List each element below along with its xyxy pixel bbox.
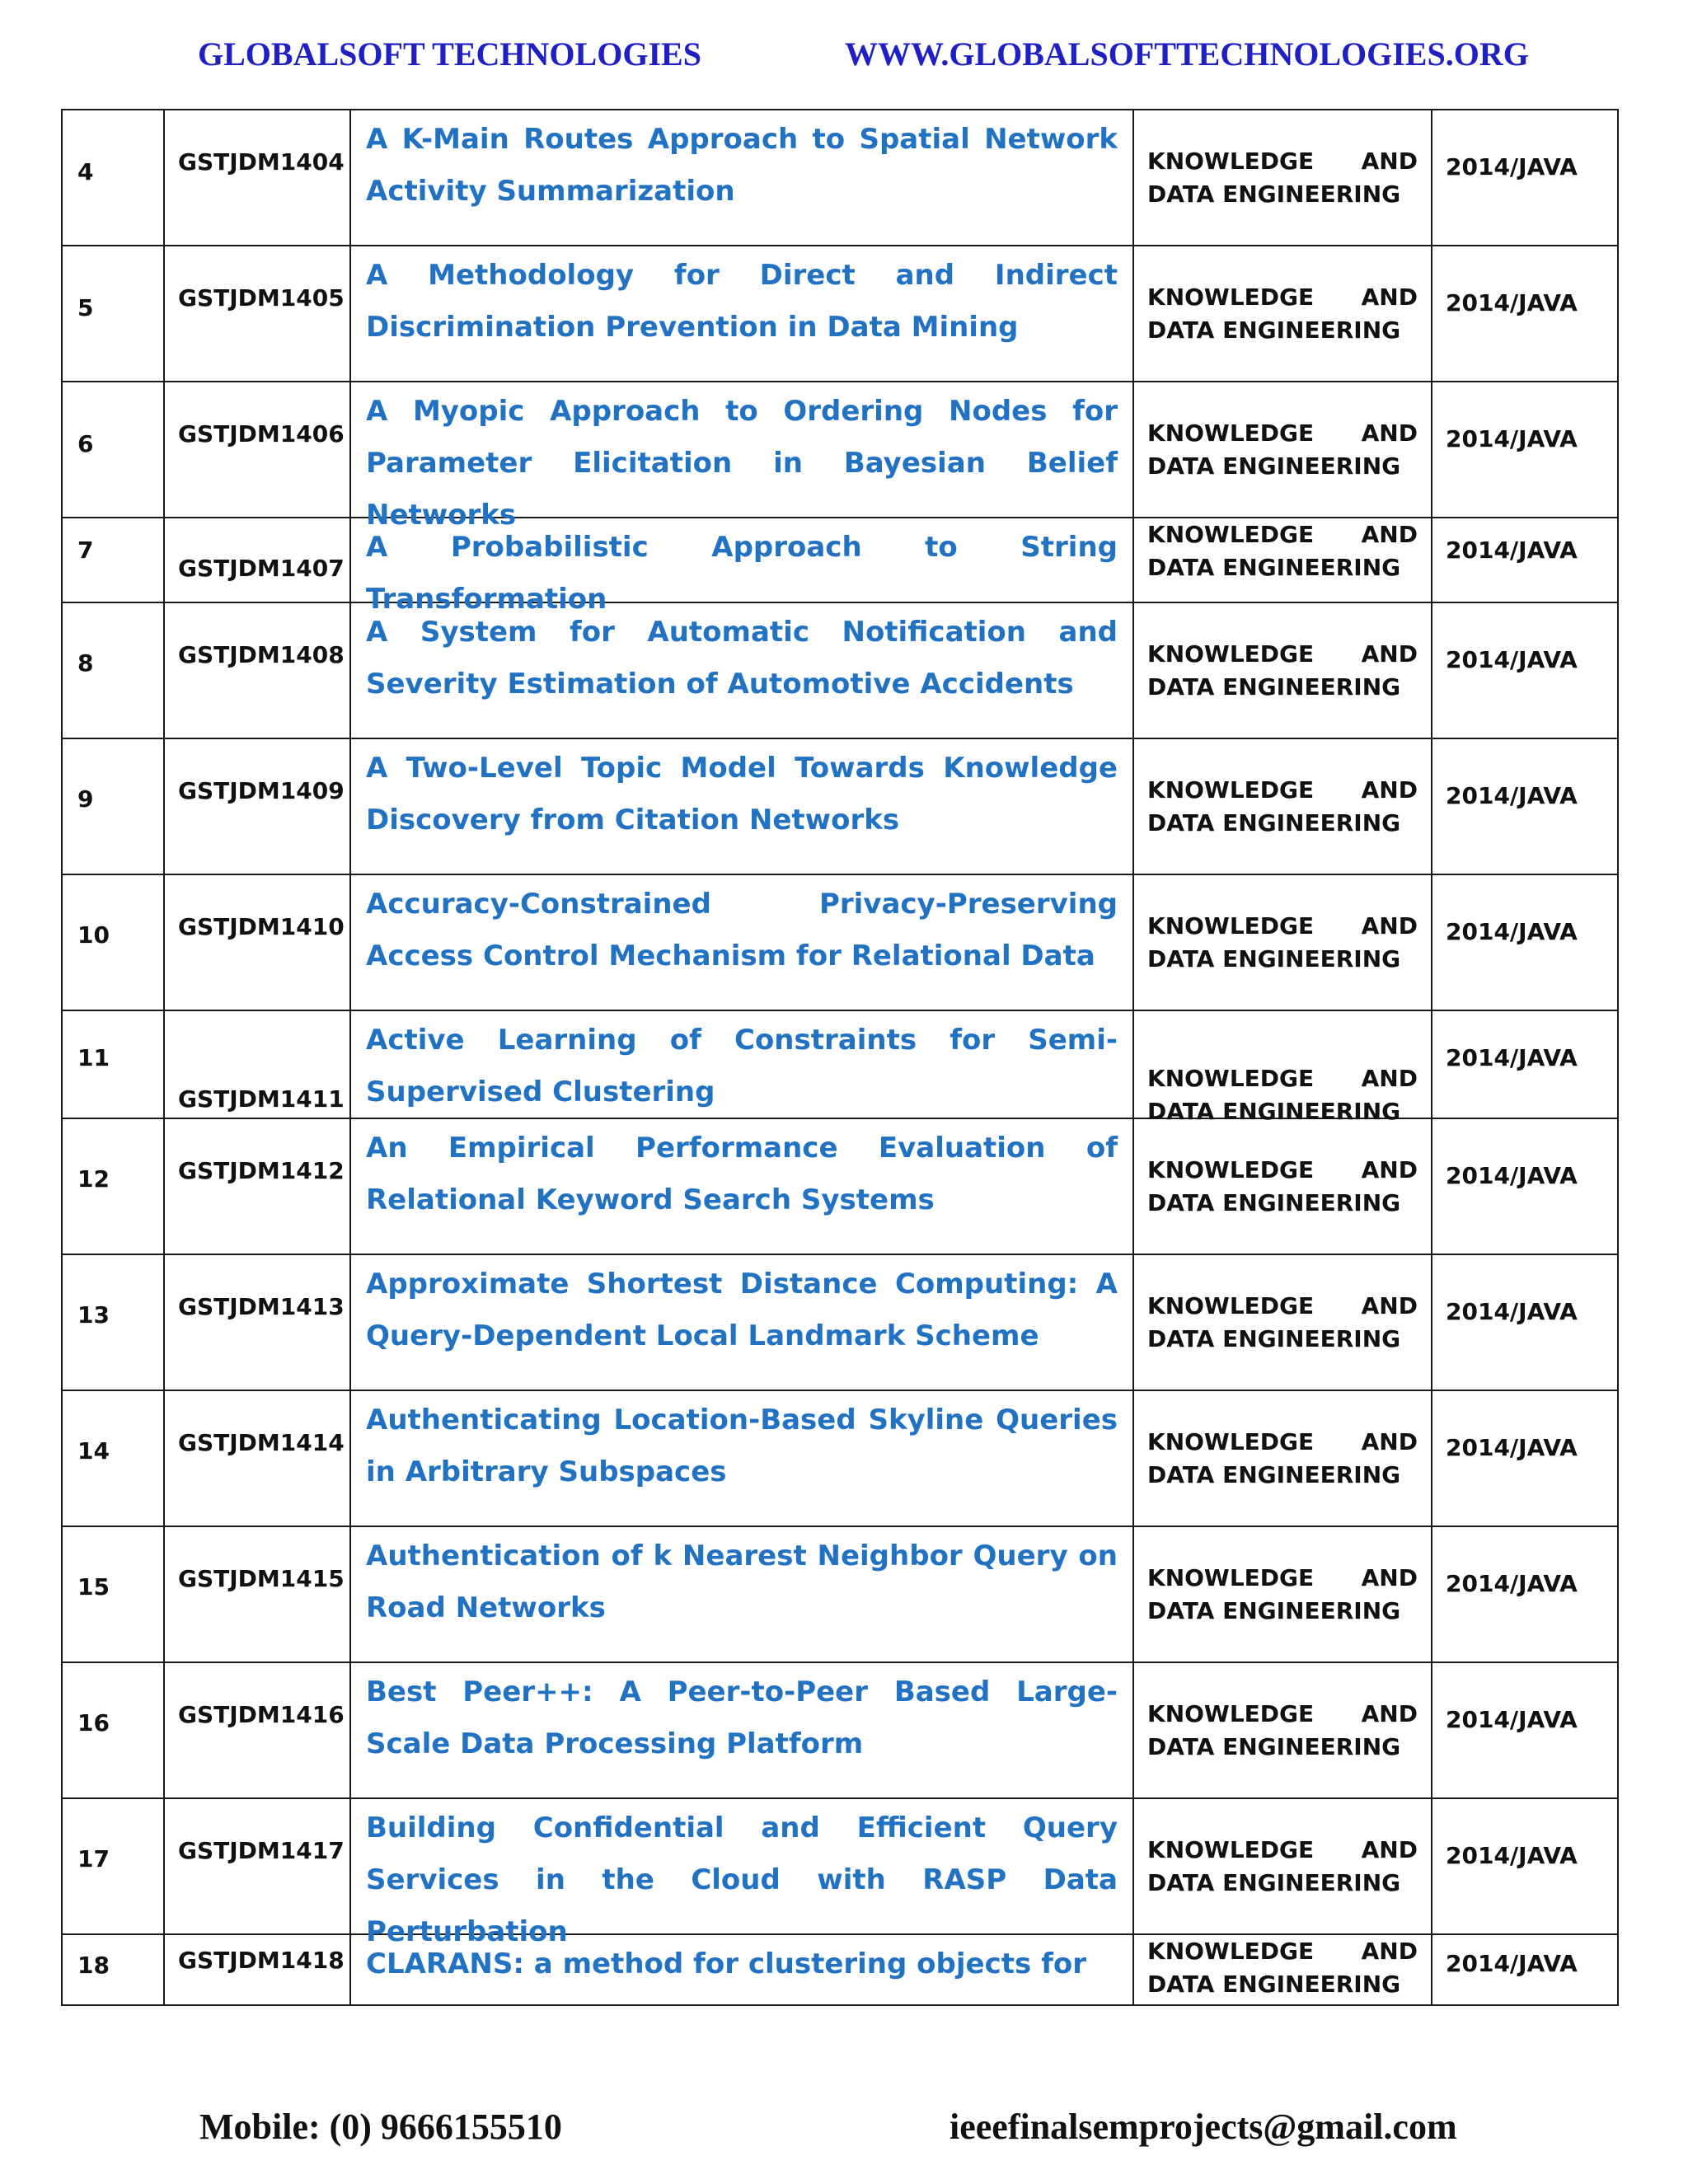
domain-line-2: DATA ENGINEERING [1147,809,1401,837]
domain-word-knowledge: KNOWLEDGE [1147,1156,1315,1183]
row-number: 9 [77,785,94,813]
domain-cell [1133,738,1432,874]
row-number: 10 [77,921,110,949]
row-number: 15 [77,1573,110,1601]
project-title[interactable]: Approximate Shortest Distance Computing: A Query-Dependent Local Landmark Scheme [366,1268,1118,1352]
project-code: GSTJDM1410 [178,913,345,940]
table-row [62,110,1618,246]
table-row [62,602,1618,738]
project-code: GSTJDM1406 [178,420,345,448]
domain-line-2: DATA ENGINEERING [1147,1869,1401,1896]
row-number-cell [62,382,164,518]
table-row [62,246,1618,382]
year-cell [1432,1118,1618,1254]
table-row [62,1526,1618,1662]
year-tech: 2014/JAVA [1446,1842,1578,1869]
domain-line-2: DATA ENGINEERING [1147,1325,1401,1352]
domain-word-and: AND [1361,521,1418,548]
domain-word-and: AND [1361,284,1418,311]
project-title-cell [350,518,1133,616]
project-title-cell [350,1010,1133,1118]
domain-cell [1133,602,1432,738]
domain-word-and: AND [1361,419,1418,447]
project-title-cell [350,602,1133,738]
domain-word-knowledge: KNOWLEDGE [1147,1065,1315,1092]
year-cell [1432,1934,1618,2005]
year-cell [1432,110,1618,246]
row-number-cell [62,1254,164,1390]
contact-email[interactable]: ieeefinalsemprojects@gmail.com [950,2107,1457,2147]
project-code: GSTJDM1404 [178,148,345,176]
domain-cell [1133,518,1432,602]
project-code: GSTJDM1409 [178,777,345,804]
project-code: GSTJDM1418 [178,1947,345,1974]
project-title-cell [350,110,1133,246]
domain-label [1147,1154,1418,1220]
year-tech: 2014/JAVA [1446,1434,1578,1461]
domain-word-knowledge: KNOWLEDGE [1147,521,1315,548]
projects-table-body [62,110,1618,2005]
year-tech: 2014/JAVA [1446,1298,1578,1325]
domain-word-and: AND [1361,1156,1418,1183]
domain-cell [1133,1934,1432,2005]
year-cell [1432,1798,1618,1934]
year-tech: 2014/JAVA [1446,1044,1578,1071]
domain-cell [1133,1390,1432,1526]
domain-word-and: AND [1361,640,1418,668]
company-name: GLOBALSOFT TECHNOLOGIES [198,35,701,73]
project-code-cell [164,602,350,738]
row-number-cell [62,874,164,1010]
domain-label [1147,417,1418,483]
row-number-cell [62,1010,164,1118]
domain-line-2: DATA ENGINEERING [1147,945,1401,972]
row-number: 17 [77,1845,110,1872]
row-number: 12 [77,1165,110,1193]
domain-cell [1133,1798,1432,1934]
year-tech: 2014/JAVA [1446,1570,1578,1597]
project-code-cell [164,1662,350,1798]
project-title-cell [350,1118,1133,1254]
project-title[interactable]: A Myopic Approach to Ordering Nodes for Parameter Elicitation in Bayesian Belief Networks [366,395,1118,532]
domain-cell [1133,1662,1432,1798]
domain-word-knowledge: KNOWLEDGE [1147,1938,1315,1965]
table-row [62,382,1618,518]
year-cell [1432,1526,1618,1662]
project-code-cell [164,1118,350,1254]
row-number-cell [62,1798,164,1934]
year-cell [1432,738,1618,874]
domain-word-knowledge: KNOWLEDGE [1147,284,1315,311]
row-number: 14 [77,1437,110,1465]
domain-cell [1133,110,1432,246]
project-title-cell [350,738,1133,874]
project-code: GSTJDM1417 [178,1837,345,1864]
domain-word-and: AND [1361,1836,1418,1863]
domain-line-2: DATA ENGINEERING [1147,452,1401,480]
domain-word-knowledge: KNOWLEDGE [1147,148,1315,175]
project-title-cell [350,1254,1133,1390]
project-code: GSTJDM1414 [178,1429,345,1456]
row-number-cell [62,518,164,602]
domain-word-and: AND [1361,1564,1418,1591]
year-cell [1432,1010,1618,1118]
project-code: GSTJDM1411 [178,1085,345,1113]
company-website[interactable]: WWW.GLOBALSOFTTECHNOLOGIES.ORG [845,35,1529,73]
domain-cell [1133,1254,1432,1390]
domain-word-knowledge: KNOWLEDGE [1147,1292,1315,1319]
domain-cell [1133,382,1432,518]
domain-cell [1133,1010,1432,1125]
domain-line-2: DATA ENGINEERING [1147,316,1401,344]
project-title[interactable]: Authentication of k Nearest Neighbor Query on Road Networks [366,1540,1118,1624]
domain-line-2: DATA ENGINEERING [1147,1461,1401,1488]
table-row [62,874,1618,1010]
project-code: GSTJDM1408 [178,641,345,668]
domain-line-2: DATA ENGINEERING [1147,673,1401,701]
row-number-cell [62,110,164,246]
mobile-number: Mobile: (0) 9666155510 [199,2107,562,2147]
year-cell [1432,1662,1618,1798]
domain-label [1147,1426,1418,1492]
row-number-cell [62,1934,164,2005]
project-title-cell [350,1798,1133,1948]
project-code: GSTJDM1407 [178,555,345,582]
domain-cell [1133,1118,1432,1254]
domain-cell [1133,874,1432,1010]
row-number: 11 [77,1044,110,1071]
domain-label [1147,1698,1418,1764]
domain-line-2: DATA ENGINEERING [1147,180,1401,208]
project-code: GSTJDM1405 [178,284,345,312]
project-code-cell [164,1798,350,1934]
domain-word-knowledge: KNOWLEDGE [1147,1428,1315,1455]
row-number-cell [62,602,164,738]
domain-word-knowledge: KNOWLEDGE [1147,640,1315,668]
project-title-cell [350,246,1133,382]
domain-label [1147,145,1418,211]
domain-line-2: DATA ENGINEERING [1147,554,1401,581]
project-code-cell [164,382,350,518]
domain-word-and: AND [1361,776,1418,804]
row-number-cell [62,738,164,874]
domain-word-knowledge: KNOWLEDGE [1147,776,1315,804]
domain-word-and: AND [1361,1938,1418,1965]
domain-cell [1133,1526,1432,1662]
year-cell [1432,382,1618,518]
domain-label [1147,1935,1418,2001]
project-title-cell [350,382,1133,532]
project-code-cell [164,518,350,602]
project-title[interactable]: A Two-Level Topic Model Towards Knowledge Discovery from Citation Networks [366,752,1118,837]
page-header [0,35,1688,84]
row-number: 18 [77,1952,110,1979]
row-number: 4 [77,158,94,185]
domain-cell [1133,246,1432,382]
project-code-cell [164,1526,350,1662]
row-number: 5 [77,294,94,321]
project-code-cell [164,1254,350,1390]
row-number: 8 [77,649,94,677]
project-code-cell [164,738,350,874]
project-title-cell [350,1934,1133,2005]
project-code-cell [164,1010,350,1118]
domain-label [1147,1290,1418,1356]
domain-label [1147,638,1418,704]
year-tech: 2014/JAVA [1446,1706,1578,1733]
row-number: 16 [77,1709,110,1736]
domain-word-knowledge: KNOWLEDGE [1147,1836,1315,1863]
domain-label [1147,1062,1418,1128]
domain-label [1147,518,1418,584]
domain-word-and: AND [1361,148,1418,175]
project-title[interactable]: Authenticating Location-Based Skyline Queries in Arbitrary Subspaces [366,1404,1118,1488]
year-tech: 2014/JAVA [1446,646,1578,673]
row-number-cell [62,1390,164,1526]
project-code-cell [164,110,350,246]
project-code: GSTJDM1416 [178,1701,345,1728]
row-number-cell [62,246,164,382]
project-title[interactable]: An Empirical Performance Evaluation of Relational Keyword Search Systems [366,1132,1118,1216]
year-tech: 2014/JAVA [1446,782,1578,809]
table-row [62,1934,1618,2005]
project-title-cell [350,874,1133,1010]
table-row [62,518,1618,602]
page-footer [0,2106,1688,2155]
project-title[interactable]: A Methodology for Direct and Indirect Discrimination Prevention in Data Mining [366,259,1118,344]
domain-word-and: AND [1361,1292,1418,1319]
project-code-cell [164,874,350,1010]
domain-line-2: DATA ENGINEERING [1147,1597,1401,1624]
row-number: 13 [77,1301,110,1329]
project-title[interactable]: A K-Main Routes Approach to Spatial Network Activity Summarization [366,123,1118,208]
project-title[interactable]: Active Learning of Constraints for Semi-Supervised Clustering [366,1024,1118,1108]
row-number-cell [62,1662,164,1798]
domain-word-and: AND [1361,912,1418,940]
year-cell [1432,1390,1618,1526]
project-title[interactable]: Best Peer++: A Peer-to-Peer Based Large-Scale Data Processing Platform [366,1675,1118,1760]
domain-word-knowledge: KNOWLEDGE [1147,1564,1315,1591]
year-tech: 2014/JAVA [1446,918,1578,945]
table-row [62,1662,1618,1798]
project-title-cell [350,1526,1133,1662]
table-row [62,1118,1618,1254]
domain-line-2: DATA ENGINEERING [1147,1971,1401,1998]
project-title[interactable]: CLARANS: a method for clustering objects for [366,1947,1086,1980]
domain-word-and: AND [1361,1428,1418,1455]
domain-word-and: AND [1361,1065,1418,1092]
year-cell [1432,246,1618,382]
domain-line-2: DATA ENGINEERING [1147,1189,1401,1216]
domain-word-knowledge: KNOWLEDGE [1147,1700,1315,1727]
year-cell [1432,602,1618,738]
year-tech: 2014/JAVA [1446,1162,1578,1189]
table-row [62,738,1618,874]
project-title[interactable]: A Probabilistic Approach to String Transformation [366,531,1118,616]
project-code: GSTJDM1413 [178,1293,345,1320]
year-cell [1432,874,1618,1010]
row-number: 7 [77,537,94,564]
year-tech: 2014/JAVA [1446,1950,1578,1977]
domain-word-knowledge: KNOWLEDGE [1147,419,1315,447]
project-code: GSTJDM1412 [178,1157,345,1184]
table-row [62,1390,1618,1526]
project-code-cell [164,246,350,382]
row-number-cell [62,1118,164,1254]
project-title-cell [350,1390,1133,1526]
project-title[interactable]: Building Confidential and Efficient Query Services in the Cloud with RASP Data Perturbation [366,1811,1118,1948]
year-cell [1432,518,1618,602]
domain-line-2: DATA ENGINEERING [1147,1098,1401,1125]
year-cell [1432,1254,1618,1390]
table-row [62,1254,1618,1390]
table-row [62,1798,1618,1934]
domain-label [1147,774,1418,840]
year-tech: 2014/JAVA [1446,289,1578,316]
row-number: 6 [77,430,94,457]
domain-label [1147,281,1418,347]
project-code-cell [164,1390,350,1526]
year-tech: 2014/JAVA [1446,537,1578,564]
project-title-cell [350,1662,1133,1798]
domain-label [1147,1834,1418,1900]
domain-word-and: AND [1361,1700,1418,1727]
project-code: GSTJDM1415 [178,1565,345,1592]
domain-label [1147,910,1418,976]
projects-table [61,109,1619,2006]
project-title[interactable]: A System for Automatic Notification and Severity Estimation of Automotive Accidents [366,616,1118,701]
year-tech: 2014/JAVA [1446,425,1578,452]
domain-label [1147,1562,1418,1628]
year-tech: 2014/JAVA [1446,153,1578,180]
domain-line-2: DATA ENGINEERING [1147,1733,1401,1760]
table-row [62,1010,1618,1118]
project-code-cell [164,1934,350,2005]
domain-word-knowledge: KNOWLEDGE [1147,912,1315,940]
row-number-cell [62,1526,164,1662]
project-title[interactable]: Accuracy-Constrained Privacy-Preserving Access Control Mechanism for Relational Data [366,888,1118,972]
